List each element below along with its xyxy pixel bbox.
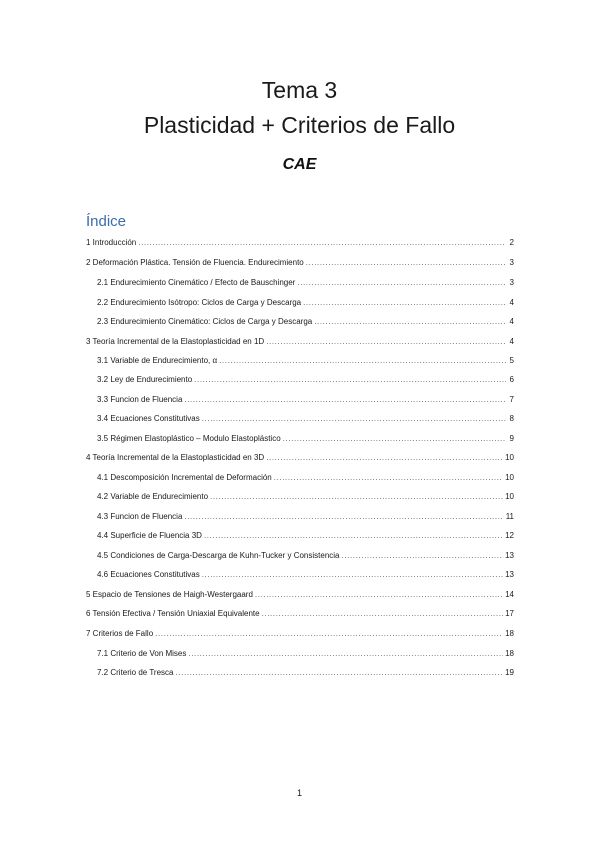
toc-entry[interactable] xyxy=(86,235,514,248)
toc-entry-label: 4.1 Descomposición Incremental de Deformación xyxy=(97,473,272,482)
toc-entry-label: 6 Tensión Efectiva / Tensión Uniaxial Equivalente xyxy=(86,609,260,618)
toc-entry-label: 7.1 Criterio de Von Mises xyxy=(97,649,187,658)
toc-entry-page: 4 xyxy=(509,298,514,307)
toc-entry-page: 10 xyxy=(505,492,514,501)
document-author: CAE xyxy=(282,156,317,173)
toc-entry[interactable] xyxy=(86,334,514,347)
toc-entry-label: 2.1 Endurecimiento Cinemático / Efecto de Bauschinger xyxy=(97,278,296,287)
toc-dot-leader xyxy=(210,491,503,502)
toc-dot-leader xyxy=(184,394,506,405)
toc-entry-page: 4 xyxy=(509,317,514,326)
toc-dot-leader xyxy=(184,511,503,522)
toc-entry[interactable] xyxy=(86,314,514,327)
toc-entry-label: 4.4 Superficie de Fluencia 3D xyxy=(97,531,202,540)
toc-entry-label: 4 Teoría Incremental de la Elastoplasticidad en 3D xyxy=(86,453,265,462)
toc-entry-label: 1 Introducción xyxy=(86,238,137,247)
toc-entry[interactable] xyxy=(86,431,514,444)
index-heading: Índice xyxy=(86,213,127,230)
toc-entry-label: 4.3 Funcion de Fluencia xyxy=(97,512,183,521)
toc-entry-page: 6 xyxy=(509,375,514,384)
toc-entry-label: 3.5 Régimen Elastoplástico – Modulo Elastoplástico xyxy=(97,434,281,443)
toc-entry-page: 9 xyxy=(509,434,514,443)
toc-dot-leader xyxy=(255,589,503,600)
toc-dot-leader xyxy=(262,608,504,619)
toc-dot-leader xyxy=(274,472,503,483)
toc-entry-page: 3 xyxy=(509,278,514,287)
toc-entry[interactable] xyxy=(86,255,514,268)
toc-entry-label: 2.2 Endurecimiento Isótropo: Ciclos de Carga y Descarga xyxy=(97,298,302,307)
toc-entry[interactable] xyxy=(86,470,514,483)
toc-dot-leader xyxy=(314,316,506,327)
toc-entry-label: 3.1 Variable de Endurecimiento, α xyxy=(97,356,218,365)
toc-entry-page: 10 xyxy=(505,473,514,482)
toc-dot-leader xyxy=(138,237,506,248)
toc-entry-page: 13 xyxy=(505,551,514,560)
toc-entry[interactable] xyxy=(86,275,514,288)
toc-entry-page: 7 xyxy=(509,395,514,404)
toc-dot-leader xyxy=(342,550,504,561)
toc-entry[interactable] xyxy=(86,489,514,502)
toc-dot-leader xyxy=(202,569,503,580)
toc-dot-leader xyxy=(306,257,506,268)
toc-entry-label: 7.2 Criterio de Tresca xyxy=(97,668,174,677)
toc-entry-label: 3.3 Funcion de Fluencia xyxy=(97,395,183,404)
toc-entry-label: 5 Espacio de Tensiones de Haigh-Westergaard xyxy=(86,590,253,599)
toc-entry[interactable] xyxy=(86,411,514,424)
toc-entry-label: 2 Deformación Plástica. Tensión de Fluencia. Endurecimiento xyxy=(86,258,304,267)
toc-entry[interactable] xyxy=(86,353,514,366)
toc-entry-page: 19 xyxy=(505,668,514,677)
toc-entry[interactable] xyxy=(86,626,514,639)
toc-dot-leader xyxy=(202,413,506,424)
toc-entry[interactable] xyxy=(86,528,514,541)
document-title-line1: Tema 3 xyxy=(261,77,338,103)
toc-entry-page: 4 xyxy=(509,337,514,346)
toc-entry-page: 17 xyxy=(505,609,514,618)
toc-entry-page: 2 xyxy=(509,238,514,247)
toc-entry-page: 14 xyxy=(505,590,514,599)
page-number: 1 xyxy=(296,788,302,798)
toc-dot-leader xyxy=(283,433,506,444)
toc-dot-leader xyxy=(266,452,503,463)
toc-entry-label: 4.6 Ecuaciones Constitutivas xyxy=(97,570,200,579)
toc-entry-label: 3 Teoría Incremental de la Elastoplasticidad en 1D xyxy=(86,337,265,346)
toc-entry[interactable] xyxy=(86,587,514,600)
toc-entry[interactable] xyxy=(86,567,514,580)
toc-dot-leader xyxy=(303,297,506,308)
toc-entry[interactable] xyxy=(86,665,514,678)
toc-dot-leader xyxy=(219,355,506,366)
toc-entry[interactable] xyxy=(86,606,514,619)
toc-entry-page: 5 xyxy=(509,356,514,365)
toc-entry-page: 18 xyxy=(505,629,514,638)
toc-entry-label: 7 Criterios de Fallo xyxy=(86,629,154,638)
document-title-line2: Plasticidad + Criterios de Fallo xyxy=(143,112,456,138)
toc-entry-page: 12 xyxy=(505,531,514,540)
toc-entry[interactable] xyxy=(86,295,514,308)
toc-dot-leader xyxy=(155,628,503,639)
toc-dot-leader xyxy=(175,667,503,678)
toc-entry[interactable] xyxy=(86,646,514,659)
toc-entry[interactable] xyxy=(86,548,514,561)
toc-entry-page: 18 xyxy=(505,649,514,658)
toc-entry[interactable] xyxy=(86,509,514,522)
toc-entry-page: 10 xyxy=(505,453,514,462)
toc-dot-leader xyxy=(204,530,503,541)
toc-entry-label: 3.2 Ley de Endurecimiento xyxy=(97,375,193,384)
toc-entry-label: 4.5 Condiciones de Carga-Descarga de Kuhn-Tucker y Consistencia xyxy=(97,551,340,560)
toc-dot-leader xyxy=(297,277,506,288)
toc-entry-label: 4.2 Variable de Endurecimiento xyxy=(97,492,209,501)
toc-dot-leader xyxy=(188,648,503,659)
toc-entry-page: 8 xyxy=(509,414,514,423)
toc-entry[interactable] xyxy=(86,372,514,385)
toc-entry-label: 3.4 Ecuaciones Constitutivas xyxy=(97,414,200,423)
toc-dot-leader xyxy=(194,374,506,385)
toc-entry-page: 13 xyxy=(505,570,514,579)
toc-entry-label: 2.3 Endurecimiento Cinemático: Ciclos de Carga y Descarga xyxy=(97,317,313,326)
toc-dot-leader xyxy=(266,336,506,347)
toc-entry-page: 3 xyxy=(509,258,514,267)
toc-entry[interactable] xyxy=(86,450,514,463)
toc-entry[interactable] xyxy=(86,392,514,405)
toc-entry-page: 11 xyxy=(505,512,514,521)
